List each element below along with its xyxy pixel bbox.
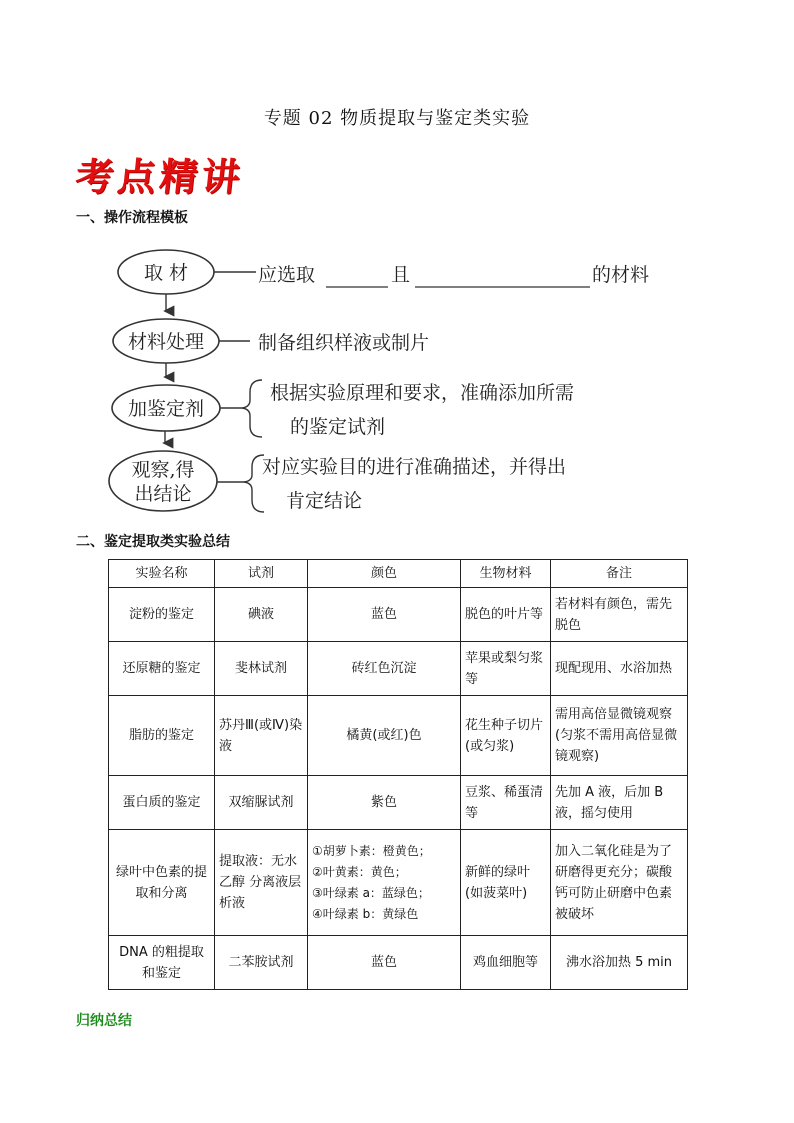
flow-desc-1-part2: 且	[391, 264, 411, 286]
cell-note: 需用高倍显微镜观察(匀浆不需用高倍显微镜观察)	[551, 696, 688, 776]
col-header-note: 备注	[551, 560, 688, 588]
cell-color: 砖红色沉淀	[308, 642, 461, 696]
flow-node-4-label-line1: 观察,得	[131, 459, 195, 481]
summary-heading: 归纳总结	[76, 1013, 132, 1029]
cell-color: 蓝色	[308, 936, 461, 990]
flowchart	[0, 0, 794, 540]
cell-material: 花生种子切片(或匀浆)	[461, 696, 551, 776]
col-header-reagent: 试剂	[215, 560, 308, 588]
cell-color: 橘黄(或红)色	[308, 696, 461, 776]
section-heading-table: 二、鉴定提取类实验总结	[76, 534, 230, 550]
flow-node-4-label-line2: 出结论	[134, 483, 192, 505]
cell-color: ①胡萝卜素：橙黄色； ②叶黄素：黄色； ③叶绿素 a：蓝绿色； ④叶绿素 b：黄绿色	[308, 830, 461, 936]
cell-note: 若材料有颜色，需先脱色	[551, 588, 688, 642]
table-header-row	[109, 560, 688, 588]
cell-name: 淀粉的鉴定	[109, 588, 215, 642]
cell-reagent: 提取液：无水乙醇 分离液层析液	[215, 830, 308, 936]
table-row	[109, 588, 688, 642]
table-row	[109, 830, 688, 936]
cell-note: 现配现用、水浴加热	[551, 642, 688, 696]
cell-material: 脱色的叶片等	[461, 588, 551, 642]
cell-color: 紫色	[308, 776, 461, 830]
cell-note: 沸水浴加热 5 min	[551, 936, 688, 990]
cell-color: 蓝色	[308, 588, 461, 642]
cell-note: 先加 A 液，后加 B 液，摇匀使用	[551, 776, 688, 830]
section-banner: 考点精讲	[73, 154, 247, 199]
flow-node-3-label: 加鉴定剂	[127, 398, 205, 420]
flow-desc-2: 制备组织样液或制片	[258, 332, 430, 354]
flow-desc-1-part3: 的材料	[592, 264, 650, 286]
col-header-material: 生物材料	[461, 560, 551, 588]
cell-reagent: 碘液	[215, 588, 308, 642]
cell-material: 新鲜的绿叶(如菠菜叶)	[461, 830, 551, 936]
cell-reagent: 斐林试剂	[215, 642, 308, 696]
cell-reagent: 苏丹Ⅲ(或Ⅳ)染液	[215, 696, 308, 776]
table-row	[109, 936, 688, 990]
col-header-color: 颜色	[308, 560, 461, 588]
flow-desc-3-line2: 的鉴定试剂	[290, 416, 386, 438]
flow-desc-4-line1: 对应实验目的进行准确描述，并得出	[262, 456, 567, 478]
cell-material: 豆浆、稀蛋清等	[461, 776, 551, 830]
flow-desc-3-line1: 根据实验原理和要求，准确添加所需	[270, 382, 575, 404]
table-row	[109, 696, 688, 776]
cell-reagent: 双缩脲试剂	[215, 776, 308, 830]
cell-name: 绿叶中色素的提取和分离	[109, 830, 215, 936]
section-heading-flow: 一、操作流程模板	[76, 210, 188, 226]
flow-node-1-label: 取 材	[143, 262, 189, 284]
flow-node-2-label: 材料处理	[127, 331, 205, 353]
cell-reagent: 二苯胺试剂	[215, 936, 308, 990]
cell-name: 脂肪的鉴定	[109, 696, 215, 776]
cell-material: 苹果或梨匀浆等	[461, 642, 551, 696]
cell-material: 鸡血细胞等	[461, 936, 551, 990]
col-header-name: 实验名称	[109, 560, 215, 588]
flow-desc-1-part1: 应选取	[258, 264, 316, 286]
cell-name: 蛋白质的鉴定	[109, 776, 215, 830]
table-row	[109, 642, 688, 696]
flow-desc-4-line2: 肯定结论	[286, 490, 363, 512]
cell-name: 还原糖的鉴定	[109, 642, 215, 696]
cell-name: DNA 的粗提取和鉴定	[109, 936, 215, 990]
page-title: 专题 02 物质提取与鉴定类实验	[263, 108, 531, 129]
table-row	[109, 776, 688, 830]
experiment-summary-table	[108, 559, 688, 990]
cell-note: 加入二氧化硅是为了研磨得更充分；碳酸钙可防止研磨中色素被破坏	[551, 830, 688, 936]
